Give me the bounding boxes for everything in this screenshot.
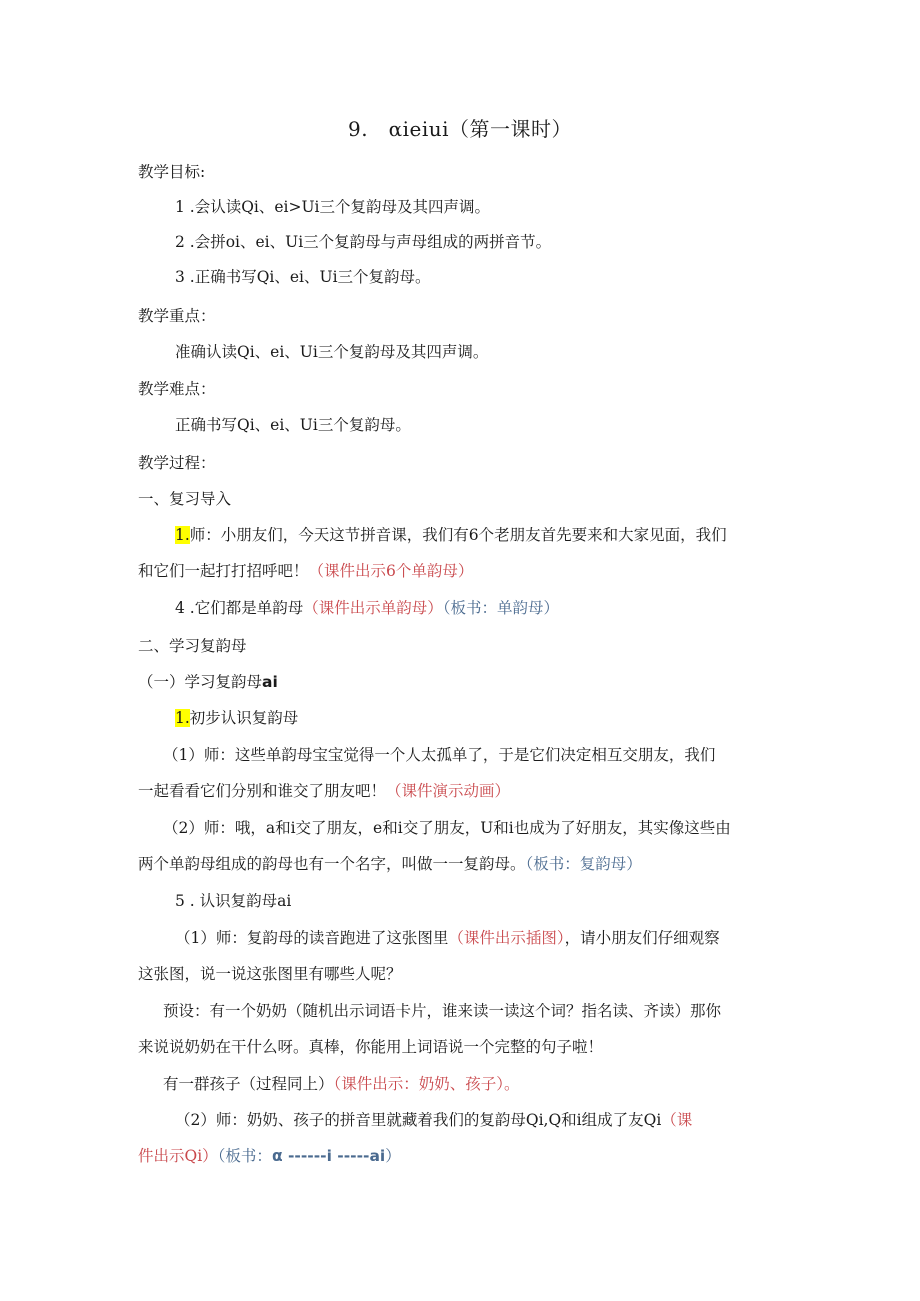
paragraph-8-line-2: 件出示Qi）（板书：α ------i -----ai）	[138, 1147, 401, 1165]
difficulty-heading: 教学难点：	[138, 380, 216, 398]
paragraph-2: 4 .它们都是单韵母（课件出示单韵母）（板书：单韵母）	[175, 599, 559, 617]
section-1-heading: 一、复习导入	[138, 490, 232, 508]
courseware-note: （课件出示：奶奶、孩子）。	[333, 1075, 520, 1093]
highlight-number: 1.	[175, 526, 190, 544]
key-point: 准确认读Qi、ei、Ui三个复韵母及其四声调。	[175, 343, 489, 361]
section-2-heading: 二、学习复韵母	[138, 637, 247, 655]
paragraph-8-line-1: （2）师：奶奶、孩子的拼音里就藏着我们的复韵母Qi,Q和i组成了友Qi（课	[175, 1111, 693, 1129]
subsection-1-heading: （一）学习复韵母ai	[138, 673, 278, 691]
paragraph-7: 有一群孩子（过程同上）（课件出示：奶奶、孩子）。	[163, 1075, 520, 1093]
board-note: （板书：单韵母）	[442, 599, 559, 617]
paragraph-1-line-2: 和它们一起打打招呼吧！（课件出示6个单韵母）	[138, 562, 474, 580]
paragraph-3-line-1: （1）师：这些单韵母宝宝觉得一个人太孤单了，于是它们决定相互交朋友，我们	[163, 746, 716, 764]
courseware-note: （课件出示插图）	[448, 929, 565, 947]
board-note: （板书：	[217, 1147, 272, 1165]
objective-1: 1 .会认读Qi、ei>Ui三个复韵母及其四声调。	[175, 198, 491, 216]
paragraph-5-line-1: （1）师：复韵母的读音跑进了这张图里（课件出示插图），请小朋友们仔细观察	[175, 929, 720, 947]
difficulty: 正确书写Qi、ei、Ui三个复韵母。	[175, 416, 411, 434]
paragraph-3-line-2: 一起看看它们分别和谁交了朋友吧！（课件演示动画）	[138, 782, 511, 800]
objective-3: 3 .正确书写Qi、ei、Ui三个复韵母。	[175, 268, 431, 286]
objective-2: 2 .会拼oi、ei、Ui三个复韵母与声母组成的两拼音节。	[175, 233, 552, 251]
key-points-heading: 教学重点：	[138, 307, 216, 325]
board-formula: α ------i -----ai	[271, 1147, 386, 1165]
process-heading: 教学过程：	[138, 454, 216, 472]
courseware-note: （课件出示单韵母）	[303, 599, 443, 617]
paragraph-1-line-1: 1.师：小朋友们，今天这节拼音课，我们有6个老朋友首先要来和大家见面，我们	[175, 526, 727, 544]
courseware-note: （课	[661, 1111, 693, 1129]
highlight-number: 1.	[175, 709, 190, 727]
page-title: 9. αieiui（第一课时）	[348, 117, 572, 141]
paragraph-6-line-1: 预设：有一个奶奶（随机出示词语卡片，谁来读一读这个词？指名读、齐读）那你	[163, 1002, 722, 1020]
courseware-note: （课件演示动画）	[386, 782, 511, 800]
paragraph-4-line-2: 两个单韵母组成的韵母也有一个名字，叫做一一复韵母。（板书：复韵母）	[138, 855, 642, 873]
courseware-note: （课件出示6个单韵母）	[308, 562, 474, 580]
courseware-note: 件出示Qi）	[138, 1147, 218, 1165]
paragraph-5-line-2: 这张图，说一说这张图里有哪些人呢？	[138, 965, 402, 983]
step-5-heading: 5 . 认识复韵母ai	[175, 892, 292, 910]
paragraph-6-line-2: 来说说奶奶在干什么呀。真棒，你能用上词语说一个完整的句子啦！	[138, 1038, 604, 1056]
objectives-heading: 教学目标:	[138, 163, 206, 181]
paragraph-4-line-1: （2）师：哦，a和i交了朋友，e和i交了朋友，U和i也成为了好朋友，其实像这些由	[163, 819, 731, 837]
board-note: （板书：复韵母）	[525, 855, 642, 873]
step-1-heading: 1.初步认识复韵母	[175, 709, 299, 727]
